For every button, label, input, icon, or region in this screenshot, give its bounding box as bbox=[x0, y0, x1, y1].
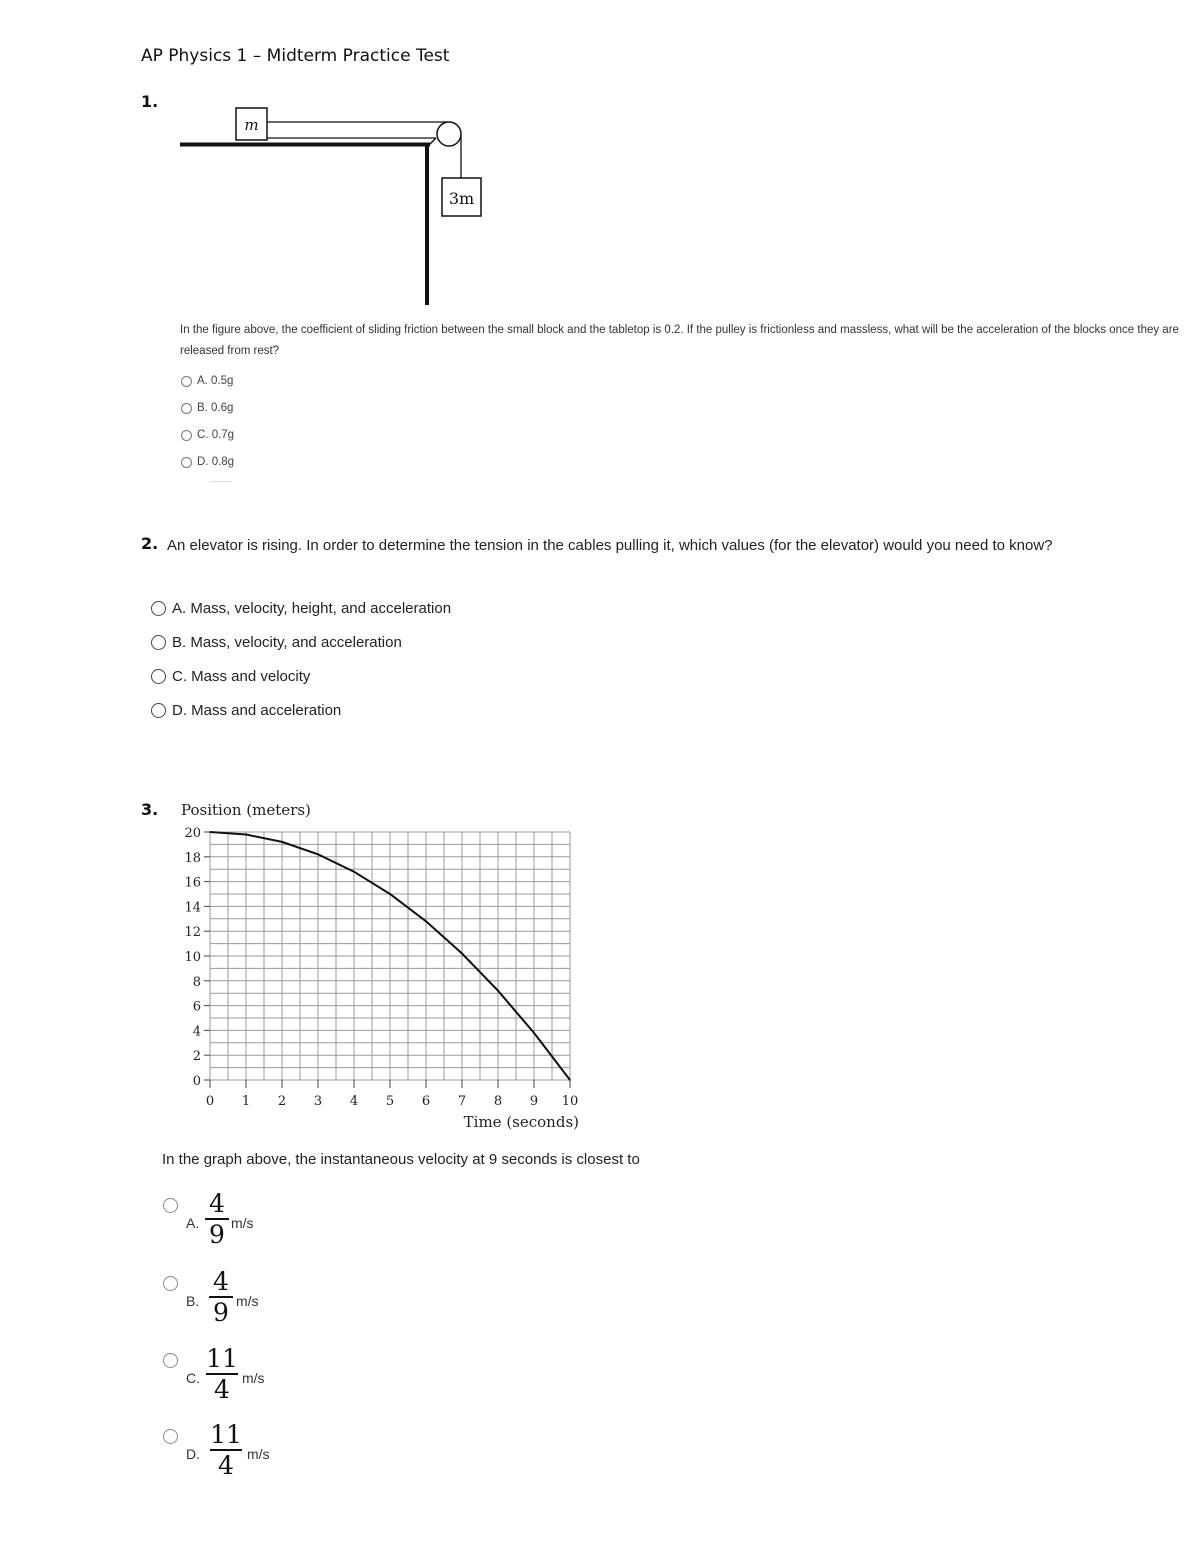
question-1-number: 1. bbox=[141, 92, 159, 111]
y-tick-label: 8 bbox=[192, 974, 201, 990]
fraction-denominator: 4 bbox=[214, 1374, 230, 1404]
radio-icon[interactable] bbox=[151, 601, 166, 616]
radio-icon[interactable] bbox=[163, 1276, 178, 1291]
data-point bbox=[461, 953, 463, 955]
q2-option-a[interactable]: A. Mass, velocity, height, and acceleration bbox=[151, 600, 451, 617]
y-tick-label: 12 bbox=[184, 925, 201, 941]
radio-icon[interactable] bbox=[151, 669, 166, 684]
data-point bbox=[497, 990, 499, 992]
large-block-label: 3m bbox=[448, 189, 475, 208]
data-point bbox=[389, 893, 391, 895]
pulley-bracket bbox=[428, 138, 436, 146]
q2-option-d[interactable]: D. Mass and acceleration bbox=[151, 702, 341, 719]
y-tick-label: 6 bbox=[192, 999, 201, 1015]
x-tick-label: 9 bbox=[529, 1094, 539, 1109]
position-time-chart bbox=[160, 795, 600, 1140]
x-tick-label: 1 bbox=[241, 1094, 251, 1109]
q3-option-c[interactable]: C. 11 4 m/s bbox=[163, 1344, 293, 1416]
y-tick-label: 2 bbox=[192, 1049, 201, 1065]
question-1-text: In the figure above, the coefficient of sliding friction between the small block and the tabletop is 0.2. If the pulley is frictionless and massless, what will be the acceleration of the blocks once they are released from rest? bbox=[180, 324, 1179, 357]
fraction-denominator: 9 bbox=[209, 1219, 225, 1249]
page-title: AP Physics 1 – Midterm Practice Test bbox=[141, 46, 450, 66]
x-tick-label: 5 bbox=[385, 1094, 395, 1109]
radio-icon[interactable] bbox=[181, 430, 192, 441]
fraction-numerator: 11 bbox=[210, 1420, 242, 1449]
x-tick-label: 7 bbox=[457, 1094, 467, 1109]
pulley bbox=[437, 122, 461, 146]
data-point bbox=[281, 841, 283, 843]
y-tick-label: 20 bbox=[184, 826, 201, 841]
data-point bbox=[533, 1032, 535, 1034]
x-axis-label: Time (seconds) bbox=[463, 1113, 579, 1131]
q2-option-c[interactable]: C. Mass and velocity bbox=[151, 668, 310, 685]
y-tick-label: 16 bbox=[184, 875, 201, 891]
x-tick-label: 2 bbox=[277, 1094, 287, 1109]
y-axis-label: Position (meters) bbox=[181, 801, 311, 819]
pulley-diagram bbox=[170, 100, 500, 310]
data-point bbox=[209, 831, 211, 833]
q3-option-d[interactable]: D. 11 4 m/s bbox=[163, 1420, 293, 1492]
x-tick-label: 4 bbox=[349, 1094, 359, 1109]
data-point bbox=[425, 920, 427, 922]
q3-option-a[interactable]: A. 4 9 m/s bbox=[163, 1189, 293, 1261]
question-2-number: 2. bbox=[141, 534, 159, 553]
data-point bbox=[245, 834, 247, 836]
q1-option-b[interactable]: B. 0.6g bbox=[181, 402, 233, 414]
x-tick-label: 0 bbox=[205, 1094, 215, 1109]
fraction-numerator: 4 bbox=[209, 1189, 225, 1218]
x-tick-label: 3 bbox=[313, 1094, 323, 1109]
radio-icon[interactable] bbox=[151, 703, 166, 718]
q1-option-c[interactable]: C. 0.7g bbox=[181, 429, 234, 441]
question-2-text: An elevator is rising. In order to determine the tension in the cables pulling it, which values (for the elevator) would you need to know? bbox=[167, 537, 1053, 554]
x-tick-label: 8 bbox=[493, 1094, 503, 1109]
x-tick-label: 6 bbox=[421, 1094, 431, 1109]
data-point bbox=[353, 871, 355, 873]
q3-option-b[interactable]: B. 4 9 m/s bbox=[163, 1267, 293, 1339]
radio-icon[interactable] bbox=[163, 1353, 178, 1368]
y-tick-label: 10 bbox=[184, 950, 201, 965]
y-tick-label: 0 bbox=[192, 1074, 201, 1089]
q2-option-b[interactable]: B. Mass, velocity, and acceleration bbox=[151, 634, 402, 651]
radio-icon[interactable] bbox=[181, 403, 192, 414]
q1-option-a[interactable]: A. 0.5g bbox=[181, 375, 233, 387]
data-point bbox=[317, 854, 319, 856]
fraction-numerator: 11 bbox=[206, 1344, 238, 1373]
small-block-label: m bbox=[244, 116, 259, 134]
x-tick-label: 10 bbox=[561, 1094, 579, 1109]
radio-icon[interactable] bbox=[163, 1429, 178, 1444]
fraction-denominator: 9 bbox=[213, 1297, 229, 1327]
y-tick-label: 18 bbox=[184, 850, 201, 866]
y-tick-label: 4 bbox=[192, 1024, 201, 1040]
fraction-denominator: 4 bbox=[218, 1450, 234, 1480]
divider bbox=[210, 481, 232, 482]
radio-icon[interactable] bbox=[181, 457, 192, 468]
data-point bbox=[569, 1079, 571, 1081]
radio-icon[interactable] bbox=[151, 635, 166, 650]
y-tick-label: 14 bbox=[184, 900, 201, 916]
q1-option-d[interactable]: D. 0.8g bbox=[181, 456, 234, 468]
radio-icon[interactable] bbox=[181, 376, 192, 387]
question-3-number: 3. bbox=[141, 800, 159, 819]
question-3-text: In the graph above, the instantaneous velocity at 9 seconds is closest to bbox=[162, 1151, 640, 1168]
radio-icon[interactable] bbox=[163, 1198, 178, 1213]
fraction-numerator: 4 bbox=[213, 1267, 229, 1296]
